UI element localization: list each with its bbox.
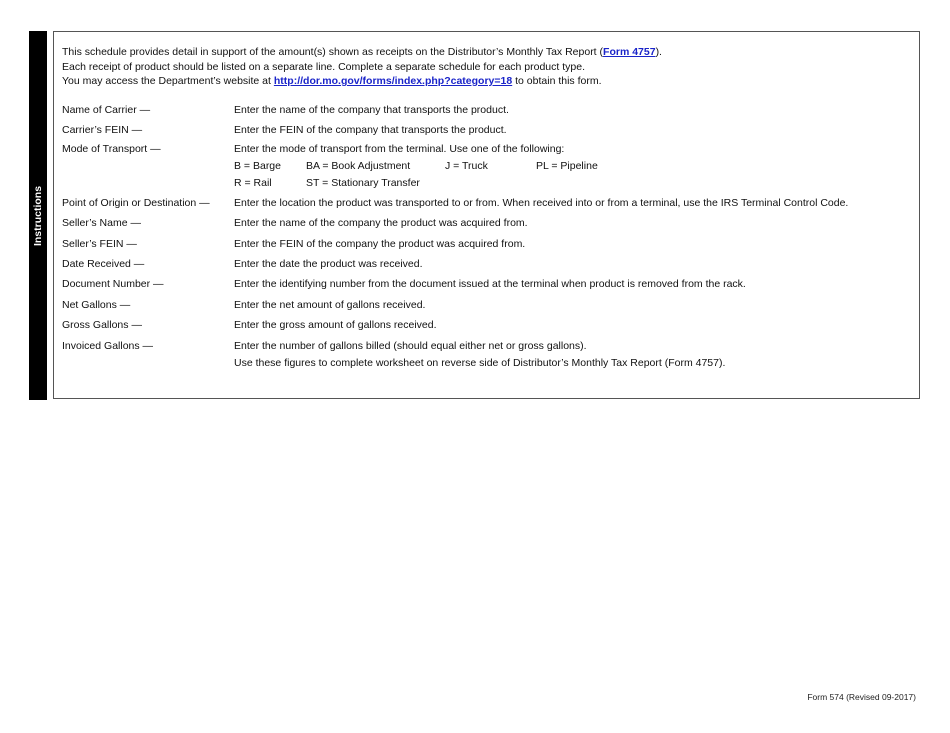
row-description: Enter the number of gallons billed (should equal either net or gross gallons). — [234, 340, 587, 352]
row-label: Seller’s Name — — [62, 217, 141, 229]
row-label: Document Number — — [62, 278, 164, 290]
row-description-note: Use these figures to complete worksheet on reverse side of Distributor’s Monthly Tax Report (Form 4757). — [234, 357, 726, 369]
row-label: Mode of Transport — — [62, 143, 161, 155]
row-label: Invoiced Gallons — — [62, 340, 154, 352]
row-description: Enter the name of the company the product was acquired from. — [234, 217, 528, 229]
row-label: Date Received — — [62, 258, 145, 270]
intro-line-1-text: This schedule provides detail in support of the amount(s) shown as receipts on the Distributor’s Monthly Tax Report ( — [62, 46, 604, 58]
row-description: Enter the date the product was received. — [234, 258, 423, 270]
row-label: Carrier’s FEIN — — [62, 124, 143, 136]
row-description: Enter the net amount of gallons received. — [234, 299, 426, 311]
row-label: Gross Gallons — — [62, 319, 142, 331]
intro-line-3-text: You may access the Department’s website at — [62, 75, 274, 87]
row-description: Enter the identifying number from the document issued at the terminal when product is removed from the rack. — [234, 278, 746, 290]
row-description: Enter the location the product was transported to or from. When received into or from a terminal, use the IRS Terminal Control Code. — [234, 197, 849, 209]
form-4757-link[interactable]: Form 4757 — [603, 46, 656, 58]
instructions-side-tab — [29, 31, 47, 400]
intro-paragraph — [62, 45, 662, 89]
side-tab-label: Instructions — [32, 185, 44, 246]
intro-line-1 — [62, 45, 662, 60]
code-barge: B = Barge — [234, 160, 281, 172]
code-stationary-transfer: ST = Stationary Transfer — [306, 177, 420, 189]
row-label: Point of Origin or Destination — — [62, 197, 210, 209]
form-revision-footer: Form 574 (Revised 09-2017) — [807, 692, 916, 702]
intro-line-3-end: to obtain this form. — [512, 75, 602, 87]
code-book-adjustment: BA = Book Adjustment — [306, 160, 411, 172]
instructions-panel — [53, 31, 920, 399]
row-label: Net Gallons — — [62, 299, 131, 311]
row-description: Enter the FEIN of the company the product was acquired from. — [234, 238, 526, 250]
intro-line-1-end: ). — [655, 46, 662, 58]
row-description: Enter the mode of transport from the terminal. Use one of the following: — [234, 143, 565, 155]
row-description: Enter the gross amount of gallons received. — [234, 319, 437, 331]
code-truck: J = Truck — [445, 160, 488, 172]
code-pipeline: PL = Pipeline — [536, 160, 598, 172]
website-link[interactable]: http://dor.mo.gov/forms/index.php?category=18 — [273, 75, 513, 87]
row-label: Seller’s FEIN — — [62, 238, 137, 250]
intro-line-2: Each receipt of product should be listed on a separate line. Complete a separate schedule for each product type. — [62, 60, 585, 73]
code-rail: R = Rail — [234, 177, 272, 189]
row-label: Name of Carrier — — [62, 104, 151, 116]
row-description: Enter the FEIN of the company that transports the product. — [234, 124, 507, 136]
intro-line-3 — [62, 74, 662, 89]
row-description: Enter the name of the company that transports the product. — [234, 104, 509, 116]
